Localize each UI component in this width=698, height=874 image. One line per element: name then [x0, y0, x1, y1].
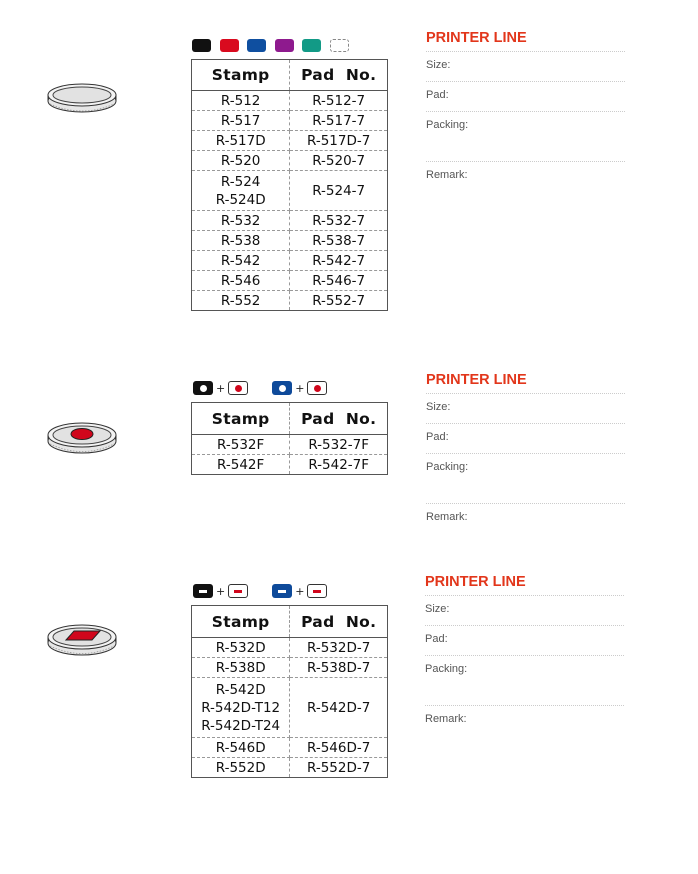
pad-cell: R-542-7	[290, 251, 388, 271]
stamp-cell: R-542	[192, 251, 290, 271]
pad-cell: R-532D-7	[290, 638, 388, 658]
size-field: Size:	[425, 596, 624, 626]
pad-cell: R-542D-7	[290, 678, 388, 738]
pad-cell: R-538-7	[290, 231, 388, 251]
stamp-cell: R-546D	[192, 738, 290, 758]
stamp-cell: R-512	[192, 91, 290, 111]
ink-pad-round-red-icon	[44, 419, 120, 455]
plus-sign: +	[295, 381, 305, 395]
printer-line-info-2	[426, 372, 625, 534]
stamp-header: Stamp	[192, 403, 290, 435]
green-swatch	[302, 39, 321, 52]
stamp-pad-table-2	[191, 402, 388, 475]
stamp-cell: R-517D	[192, 131, 290, 151]
pad-cell: R-524-7	[290, 171, 388, 211]
pad-cell: R-546D-7	[290, 738, 388, 758]
pad-cell: R-546-7	[290, 271, 388, 291]
stamp-line: R-542D	[215, 681, 266, 698]
pad-field: Pad:	[426, 424, 625, 454]
packing-field: Packing:	[426, 454, 625, 504]
remark-field: Remark:	[426, 511, 468, 523]
pad-cell: R-552-7	[312, 292, 366, 309]
pad-cell: R-532-7F	[290, 435, 388, 455]
pad-field: Pad:	[426, 82, 625, 112]
stamp-cell: R-532	[192, 211, 290, 231]
remark-field: Remark:	[425, 713, 467, 725]
pad-no-header: Pad No.	[290, 403, 388, 435]
pad-no-header: Pad No.	[290, 60, 388, 91]
ink-color-swatches	[192, 39, 357, 52]
stamp-cell: R-552	[192, 291, 290, 311]
printer-line-info-1	[426, 30, 625, 192]
stamp-header: Stamp	[192, 606, 290, 638]
pad-cell: R-552D-7	[307, 759, 371, 776]
stamp-cell: R-552D	[192, 758, 290, 778]
plus-sign: +	[216, 381, 226, 395]
packing-field: Packing:	[426, 112, 625, 162]
pad-cell: R-520-7	[290, 151, 388, 171]
size-field: Size:	[426, 52, 625, 82]
plus-sign: +	[295, 584, 305, 598]
blue-swatch	[247, 39, 266, 52]
plus-sign: +	[216, 584, 226, 598]
pad-no-header: Pad No.	[290, 606, 388, 638]
stamp-cell: R-538D	[192, 658, 290, 678]
ink-pad-rect-red-icon	[44, 620, 120, 658]
printer-line-info-3	[425, 574, 624, 736]
stamp-header: Stamp	[192, 60, 290, 91]
black-swatch	[192, 39, 211, 52]
ink-combination-round	[193, 381, 327, 395]
stamp-cell	[192, 171, 290, 211]
blue-stamp-icon	[272, 381, 292, 395]
black-stamp-icon	[193, 584, 213, 598]
violet-swatch	[275, 39, 294, 52]
red-pad-icon	[307, 381, 327, 395]
printer-line-title: PRINTER LINE	[425, 574, 624, 596]
stamp-cell: R-542F	[192, 455, 290, 475]
pad-cell: R-538D-7	[290, 658, 388, 678]
pad-cell: R-512-7	[290, 91, 388, 111]
printer-line-title: PRINTER LINE	[426, 372, 625, 394]
pad-cell: R-517-7	[290, 111, 388, 131]
no-ink-swatch	[330, 39, 349, 52]
size-field: Size:	[426, 394, 625, 424]
stamp-cell: R-532F	[192, 435, 290, 455]
stamp-cell: R-538	[192, 231, 290, 251]
red-pad-icon	[307, 584, 327, 598]
stamp-line: R-542D-T12	[201, 699, 281, 716]
stamp-cell: R-546	[192, 271, 290, 291]
printer-line-title: PRINTER LINE	[426, 30, 625, 52]
stamp-pad-table-1	[191, 59, 388, 311]
stamp-pad-table-3	[191, 605, 388, 778]
stamp-line: R-542D-T24	[201, 717, 281, 734]
ink-combination-bar	[193, 584, 327, 598]
stamp-cell	[192, 678, 290, 738]
red-pad-icon	[228, 381, 248, 395]
stamp-cell: R-520	[192, 151, 290, 171]
pad-cell: R-517D-7	[290, 131, 388, 151]
pad-field: Pad:	[425, 626, 624, 656]
blue-stamp-icon	[272, 584, 292, 598]
packing-field: Packing:	[425, 656, 624, 706]
remark-field: Remark:	[426, 169, 468, 181]
ink-pad-plain-icon	[44, 80, 120, 114]
stamp-line: R-524	[220, 173, 261, 190]
black-stamp-icon	[193, 381, 213, 395]
stamp-cell: R-517	[192, 111, 290, 131]
stamp-cell: R-532D	[192, 638, 290, 658]
pad-cell: R-542-7F	[308, 456, 370, 473]
pad-cell: R-532-7	[290, 211, 388, 231]
stamp-line: R-524D	[215, 191, 266, 208]
red-pad-icon	[228, 584, 248, 598]
red-swatch	[220, 39, 239, 52]
